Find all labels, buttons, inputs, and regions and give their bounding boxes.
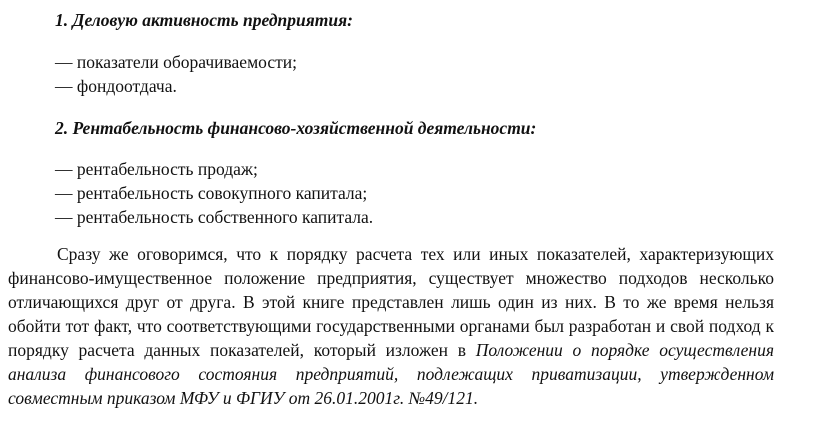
list-item: — рентабельность совокупного капитала; — [55, 183, 368, 203]
section-1-heading: 1. Деловую активность предприятия: — [55, 10, 353, 30]
list-item: — фондоотдача. — [55, 76, 177, 96]
section-2-heading: 2. Рентабельность финансово-хозяйственной деятельности: — [55, 118, 537, 138]
list-item: — рентабельность собственного капитала. — [55, 207, 374, 227]
list-item: — показатели оборачиваемости; — [55, 52, 297, 72]
paragraph-plain-text: Сразу же оговоримся, что к порядку расчета тех или иных показателей, характеризующих финансово-имущественное положение предприятия, существует множество подходов несколько отличающихся друг от друга. В этой книге представлен лишь один из них. В то же время нельзя обойти тот факт, что соответствующими государственными органами был разработан и свой подход к порядку расчета данных показателей, который изложен в — [8, 244, 774, 360]
section-1-list — [55, 50, 297, 98]
body-paragraph — [8, 242, 774, 410]
section-2-list — [55, 157, 373, 229]
list-item: — рентабельность продаж; — [55, 159, 258, 179]
regulation-reference: Положении о порядке осуществления анализа финансового состояния предприятий, подлежащих приватизации, утвержденном совместным приказом МФУ и ФГИУ от 26.01.2001г. №49/121. — [8, 340, 774, 408]
